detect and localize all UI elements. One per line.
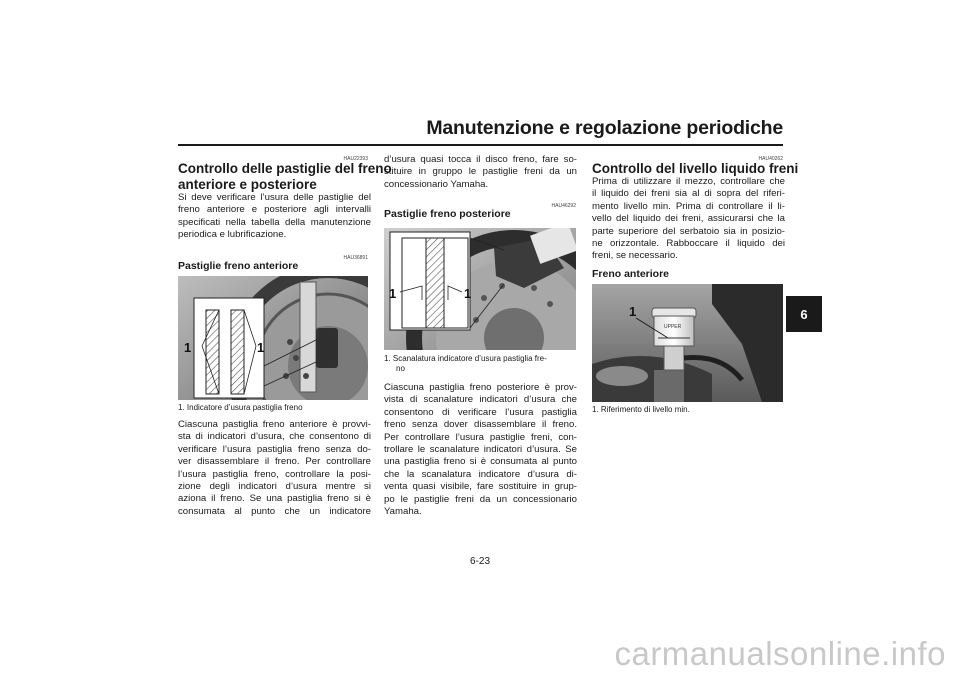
text-line: Yamaha. bbox=[384, 506, 422, 518]
text-line: freno senza dover disassemblare il freno. bbox=[384, 419, 577, 431]
subheading-front-brake: Freno anteriore bbox=[592, 268, 670, 280]
brake-fluid-paragraph bbox=[592, 176, 785, 263]
front-brake-pad-photo bbox=[178, 276, 368, 400]
rear-pads-paragraph bbox=[384, 382, 577, 518]
text-line: ne orizzontale. Rabboccare il liquido dei bbox=[592, 238, 785, 250]
text-line: consentono di verificare l’usura pastiglia bbox=[384, 406, 577, 418]
text-line: freni, se necessario. bbox=[592, 250, 678, 262]
text-line: una pastiglia freno si è consumata al punto bbox=[384, 456, 577, 468]
callout-number: 1 bbox=[257, 340, 265, 355]
subheading-rear-pads: Pastiglie freno posteriore bbox=[384, 208, 511, 220]
text-line: consumata al punto che un indicatore bbox=[178, 505, 371, 517]
text-line: periodica e lubrificazione. bbox=[178, 229, 287, 241]
section-heading-brake-fluid: Controllo del livello liquido freni bbox=[592, 161, 799, 176]
figure-caption: 1. Riferimento di livello min. bbox=[592, 405, 690, 414]
text-line: aziona il freno. Se una pastiglia freno si è bbox=[178, 493, 371, 505]
front-pads-continued bbox=[384, 154, 577, 191]
subheading-front-pads: Pastiglie freno anteriore bbox=[178, 260, 299, 272]
section-code: HAU22393 bbox=[343, 156, 368, 162]
section-code: HAU46292 bbox=[551, 203, 576, 209]
front-pads-paragraph bbox=[178, 419, 371, 518]
text-line: venta quasi visibile, fare sostituire in grup- bbox=[384, 481, 577, 493]
page-header-title: Manutenzione e regolazione periodiche bbox=[426, 117, 783, 139]
text-line: Per controllare l’usura pastiglie freni, con- bbox=[384, 431, 577, 443]
text-line: Prima di utilizzare il mezzo, controllare che bbox=[592, 176, 785, 187]
text-line: vista di scanalature indicatori d’usura che bbox=[384, 394, 577, 406]
section-code: HAU36891 bbox=[343, 255, 368, 261]
text-line: vello del liquido dei freni, assicurarsi che la bbox=[592, 213, 785, 225]
text-line: parte superiore del serbatoio sia in posizio- bbox=[592, 225, 785, 237]
text-line: trollare le scanalature indicatori d’usura. Se bbox=[384, 444, 577, 456]
section-heading-brake-pads: Controllo delle pastiglie del freno bbox=[178, 161, 392, 176]
text-line: freno anteriore e posteriore agli intervalli bbox=[178, 204, 371, 216]
callout-number: 1 bbox=[629, 304, 637, 319]
figure-caption-line2: no bbox=[396, 364, 405, 373]
text-line: sta di indicatori d’usura, che consentono di bbox=[178, 431, 371, 443]
chapter-tab[interactable]: 6 bbox=[786, 296, 822, 332]
callout-number: 1 bbox=[389, 286, 397, 301]
text-line: concessionario Yamaha. bbox=[384, 178, 489, 190]
text-line: Si deve verificare l’usura delle pastiglie del bbox=[178, 192, 371, 203]
callout-number: 1 bbox=[184, 340, 192, 355]
figure-caption: 1. Indicatore d’usura pastiglia freno bbox=[178, 403, 303, 412]
text-line: stituire in gruppo le pastiglie freni da un bbox=[384, 166, 577, 178]
text-line: po le pastiglie freni da un concessionario bbox=[384, 493, 577, 505]
text-line: che la scanalatura indicatore d’usura di- bbox=[384, 468, 577, 480]
text-line: Ciascuna pastiglia freno posteriore è prov- bbox=[384, 382, 577, 393]
section-heading-brake-pads-line2: anteriore e posteriore bbox=[178, 177, 317, 192]
text-line: zione degli indicatori d’usura mentre si bbox=[178, 481, 371, 493]
page-number: 6-23 bbox=[469, 556, 490, 567]
text-line: il liquido dei freni sia al di sopra del riferi- bbox=[592, 188, 785, 200]
brake-fluid-reservoir-photo bbox=[592, 284, 783, 402]
text-line: mento livello min. Prima di controllare il li- bbox=[592, 200, 785, 212]
section-code: HAU40262 bbox=[758, 156, 783, 162]
header-rule bbox=[178, 144, 783, 146]
rear-brake-pad-photo bbox=[384, 228, 576, 350]
callout-number: 1 bbox=[464, 286, 472, 301]
text-line: l’usura pastiglia freno, controllare la posi- bbox=[178, 468, 371, 480]
watermark: carmanualsonline.info bbox=[614, 635, 946, 672]
reservoir-upper-mark: UPPER bbox=[664, 324, 682, 330]
text-line: ver disassemblare il freno. Per controllare bbox=[178, 456, 371, 468]
text-line: verificare l’usura pastiglia freno senza do- bbox=[178, 443, 371, 455]
text-line: specificati nella tabella della manutenzione bbox=[178, 216, 371, 228]
intro-paragraph bbox=[178, 192, 371, 242]
text-line: d’usura quasi tocca il disco freno, fare so- bbox=[384, 154, 577, 165]
text-line: Ciascuna pastiglia freno anteriore è provvi- bbox=[178, 419, 371, 430]
figure-caption: 1. Scanalatura indicatore d’usura pastiglia fre- bbox=[384, 354, 547, 363]
